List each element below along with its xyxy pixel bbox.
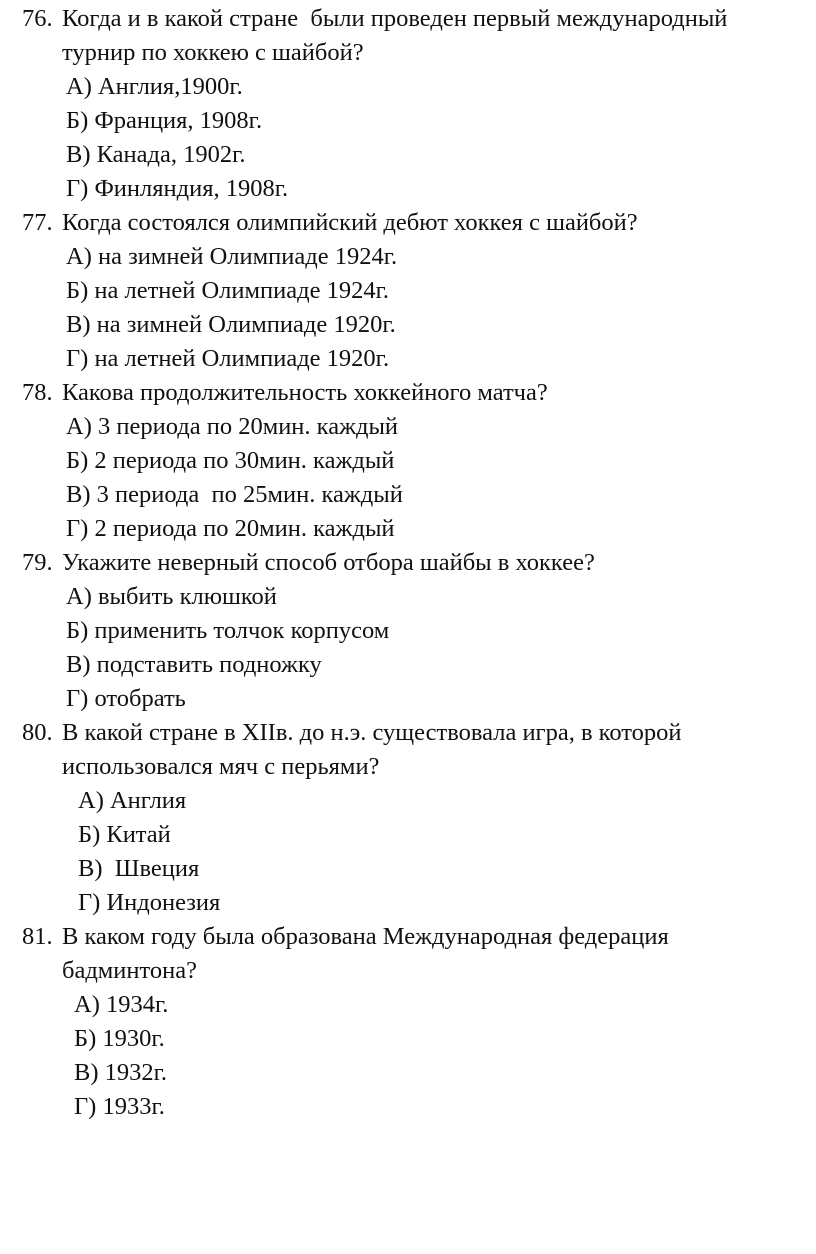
question-text: Когда и в какой стране были проведен первый международный bbox=[62, 5, 728, 32]
question-number: 81. bbox=[22, 923, 53, 950]
answer-option: В) на зимней Олимпиаде 1920г. bbox=[66, 311, 396, 338]
answer-option: Г) отобрать bbox=[66, 685, 186, 712]
question-text: Укажите неверный способ отбора шайбы в хоккее? bbox=[62, 549, 595, 576]
answer-option: А) Англия bbox=[78, 787, 187, 814]
question-number: 80. bbox=[22, 719, 53, 746]
answer-option: А) 1934г. bbox=[74, 991, 169, 1018]
answer-option: Б) на летней Олимпиаде 1924г. bbox=[66, 277, 389, 304]
answer-option: Б) применить толчок корпусом bbox=[66, 617, 390, 644]
question-text: бадминтона? bbox=[62, 957, 198, 984]
answer-option: А) на зимней Олимпиаде 1924г. bbox=[66, 243, 398, 270]
answer-option: В) Канада, 1902г. bbox=[66, 141, 246, 168]
answer-option: Г) Финляндия, 1908г. bbox=[66, 175, 289, 202]
answer-option: Б) Китай bbox=[78, 821, 171, 848]
question-number: 77. bbox=[22, 209, 53, 236]
question-text: В какой стране в XIIв. до н.э. существовала игра, в которой bbox=[62, 719, 682, 746]
question-number: 76. bbox=[22, 5, 53, 32]
question-text: использовался мяч с перьями? bbox=[62, 753, 380, 780]
answer-option: Г) 1933г. bbox=[74, 1093, 165, 1120]
question-number: 79. bbox=[22, 549, 53, 576]
answer-option: А) Англия,1900г. bbox=[66, 73, 243, 100]
answer-option: А) выбить клюшкой bbox=[66, 583, 277, 610]
answer-option: В) Швеция bbox=[78, 855, 200, 882]
answer-option: Г) 2 периода по 20мин. каждый bbox=[66, 515, 395, 542]
question-text: турнир по хоккею с шайбой? bbox=[62, 39, 364, 66]
question-number: 78. bbox=[22, 379, 53, 406]
answer-option: В) 3 периода по 25мин. каждый bbox=[66, 481, 403, 508]
answer-option: В) подставить подножку bbox=[66, 651, 322, 678]
answer-option: Б) 1930г. bbox=[74, 1025, 165, 1052]
question-text: Какова продолжительность хоккейного матча? bbox=[62, 379, 548, 406]
answer-option: А) 3 периода по 20мин. каждый bbox=[66, 413, 399, 440]
answer-option: Б) Франция, 1908г. bbox=[66, 107, 263, 134]
question-text: В каком году была образована Международная федерация bbox=[62, 923, 669, 950]
answer-option: Б) 2 периода по 30мин. каждый bbox=[66, 447, 395, 474]
answer-option: В) 1932г. bbox=[74, 1059, 168, 1086]
question-text: Когда состоялся олимпийский дебют хоккея с шайбой? bbox=[62, 209, 638, 236]
answer-option: Г) на летней Олимпиаде 1920г. bbox=[66, 345, 390, 372]
answer-option: Г) Индонезия bbox=[78, 889, 221, 916]
